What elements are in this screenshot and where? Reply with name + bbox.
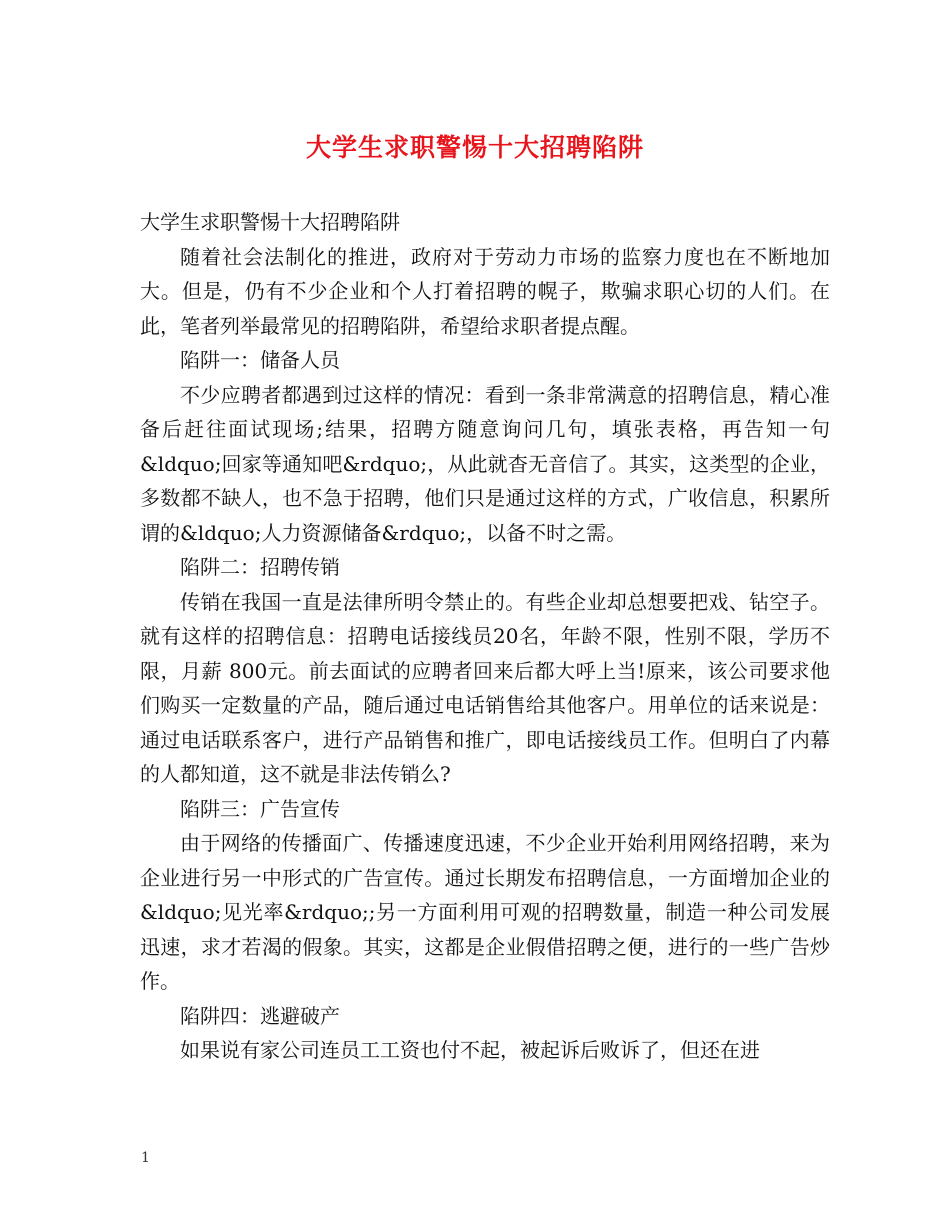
paragraph-trap-1: 不少应聘者都遇到过这样的情况：看到一条非常满意的招聘信息，精心准备后赶往面试现场;结果，招聘方随意询问几句，填张表格，再告知一句&ldquo;回家等通知吧&rdquo;，从此就杳无音信了。其实，这类型的企业，多数都不缺人，也不急于招聘，他们只是通过这样的方式，广收信息，积累所谓的&ldquo;人力资源储备&rdquo;，以备不时之需。 [140, 382, 830, 545]
document-title: 大学生求职警惕十大招聘陷阱 [305, 133, 644, 162]
section-heading-trap-4: 陷阱四：逃避破产 [180, 1003, 340, 1028]
paragraph-trap-4: 如果说有家公司连员工工资也付不起，被起诉后败诉了，但还在进 [180, 1038, 760, 1062]
paragraph-subtitle: 大学生求职警惕十大招聘陷阱 [140, 210, 400, 234]
paragraph-trap-2: 传销在我国一直是法律所明令禁止的。有些企业却总想要把戏、钻空子。就有这样的招聘信息：招聘电话接线员20名，年龄不限，性别不限，学历不限，月薪 800元。前去面试的应聘者回来后都大呼上当!原来，该公司要求他们购买一定数量的产品，随后通过电话销售给其他客户。用单位的话来说是：通过电话联系客户，进行产品销售和推广，即电话接线员工作。但明白了内幕的人都知道，这不就是非法传销么? [140, 589, 830, 786]
section-heading-trap-3: 陷阱三：广告宣传 [180, 796, 340, 821]
document-body [140, 205, 830, 1068]
page-number: 1 [141, 1150, 150, 1166]
section-heading-trap-1: 陷阱一：储备人员 [180, 348, 340, 372]
paragraph-intro: 随着社会法制化的推进，政府对于劳动力市场的监察力度也在不断地加大。但是，仍有不少企业和个人打着招聘的幌子，欺骗求职心切的人们。在此，笔者列举最常见的招聘陷阱，希望给求职者提点醒。 [140, 244, 830, 338]
paragraph-trap-3: 由于网络的传播面广、传播速度迅速，不少企业开始利用网络招聘，来为企业进行另一中形式的广告宣传。通过长期发布招聘信息，一方面增加企业的&ldquo;见光率&rdquo;;另一方面利用可观的招聘数量，制造一种公司发展迅速，求才若渴的假象。其实，这都是企业假借招聘之便，进行的一些广告炒作。 [140, 831, 830, 993]
section-heading-trap-2: 陷阱二：招聘传销 [180, 555, 340, 579]
